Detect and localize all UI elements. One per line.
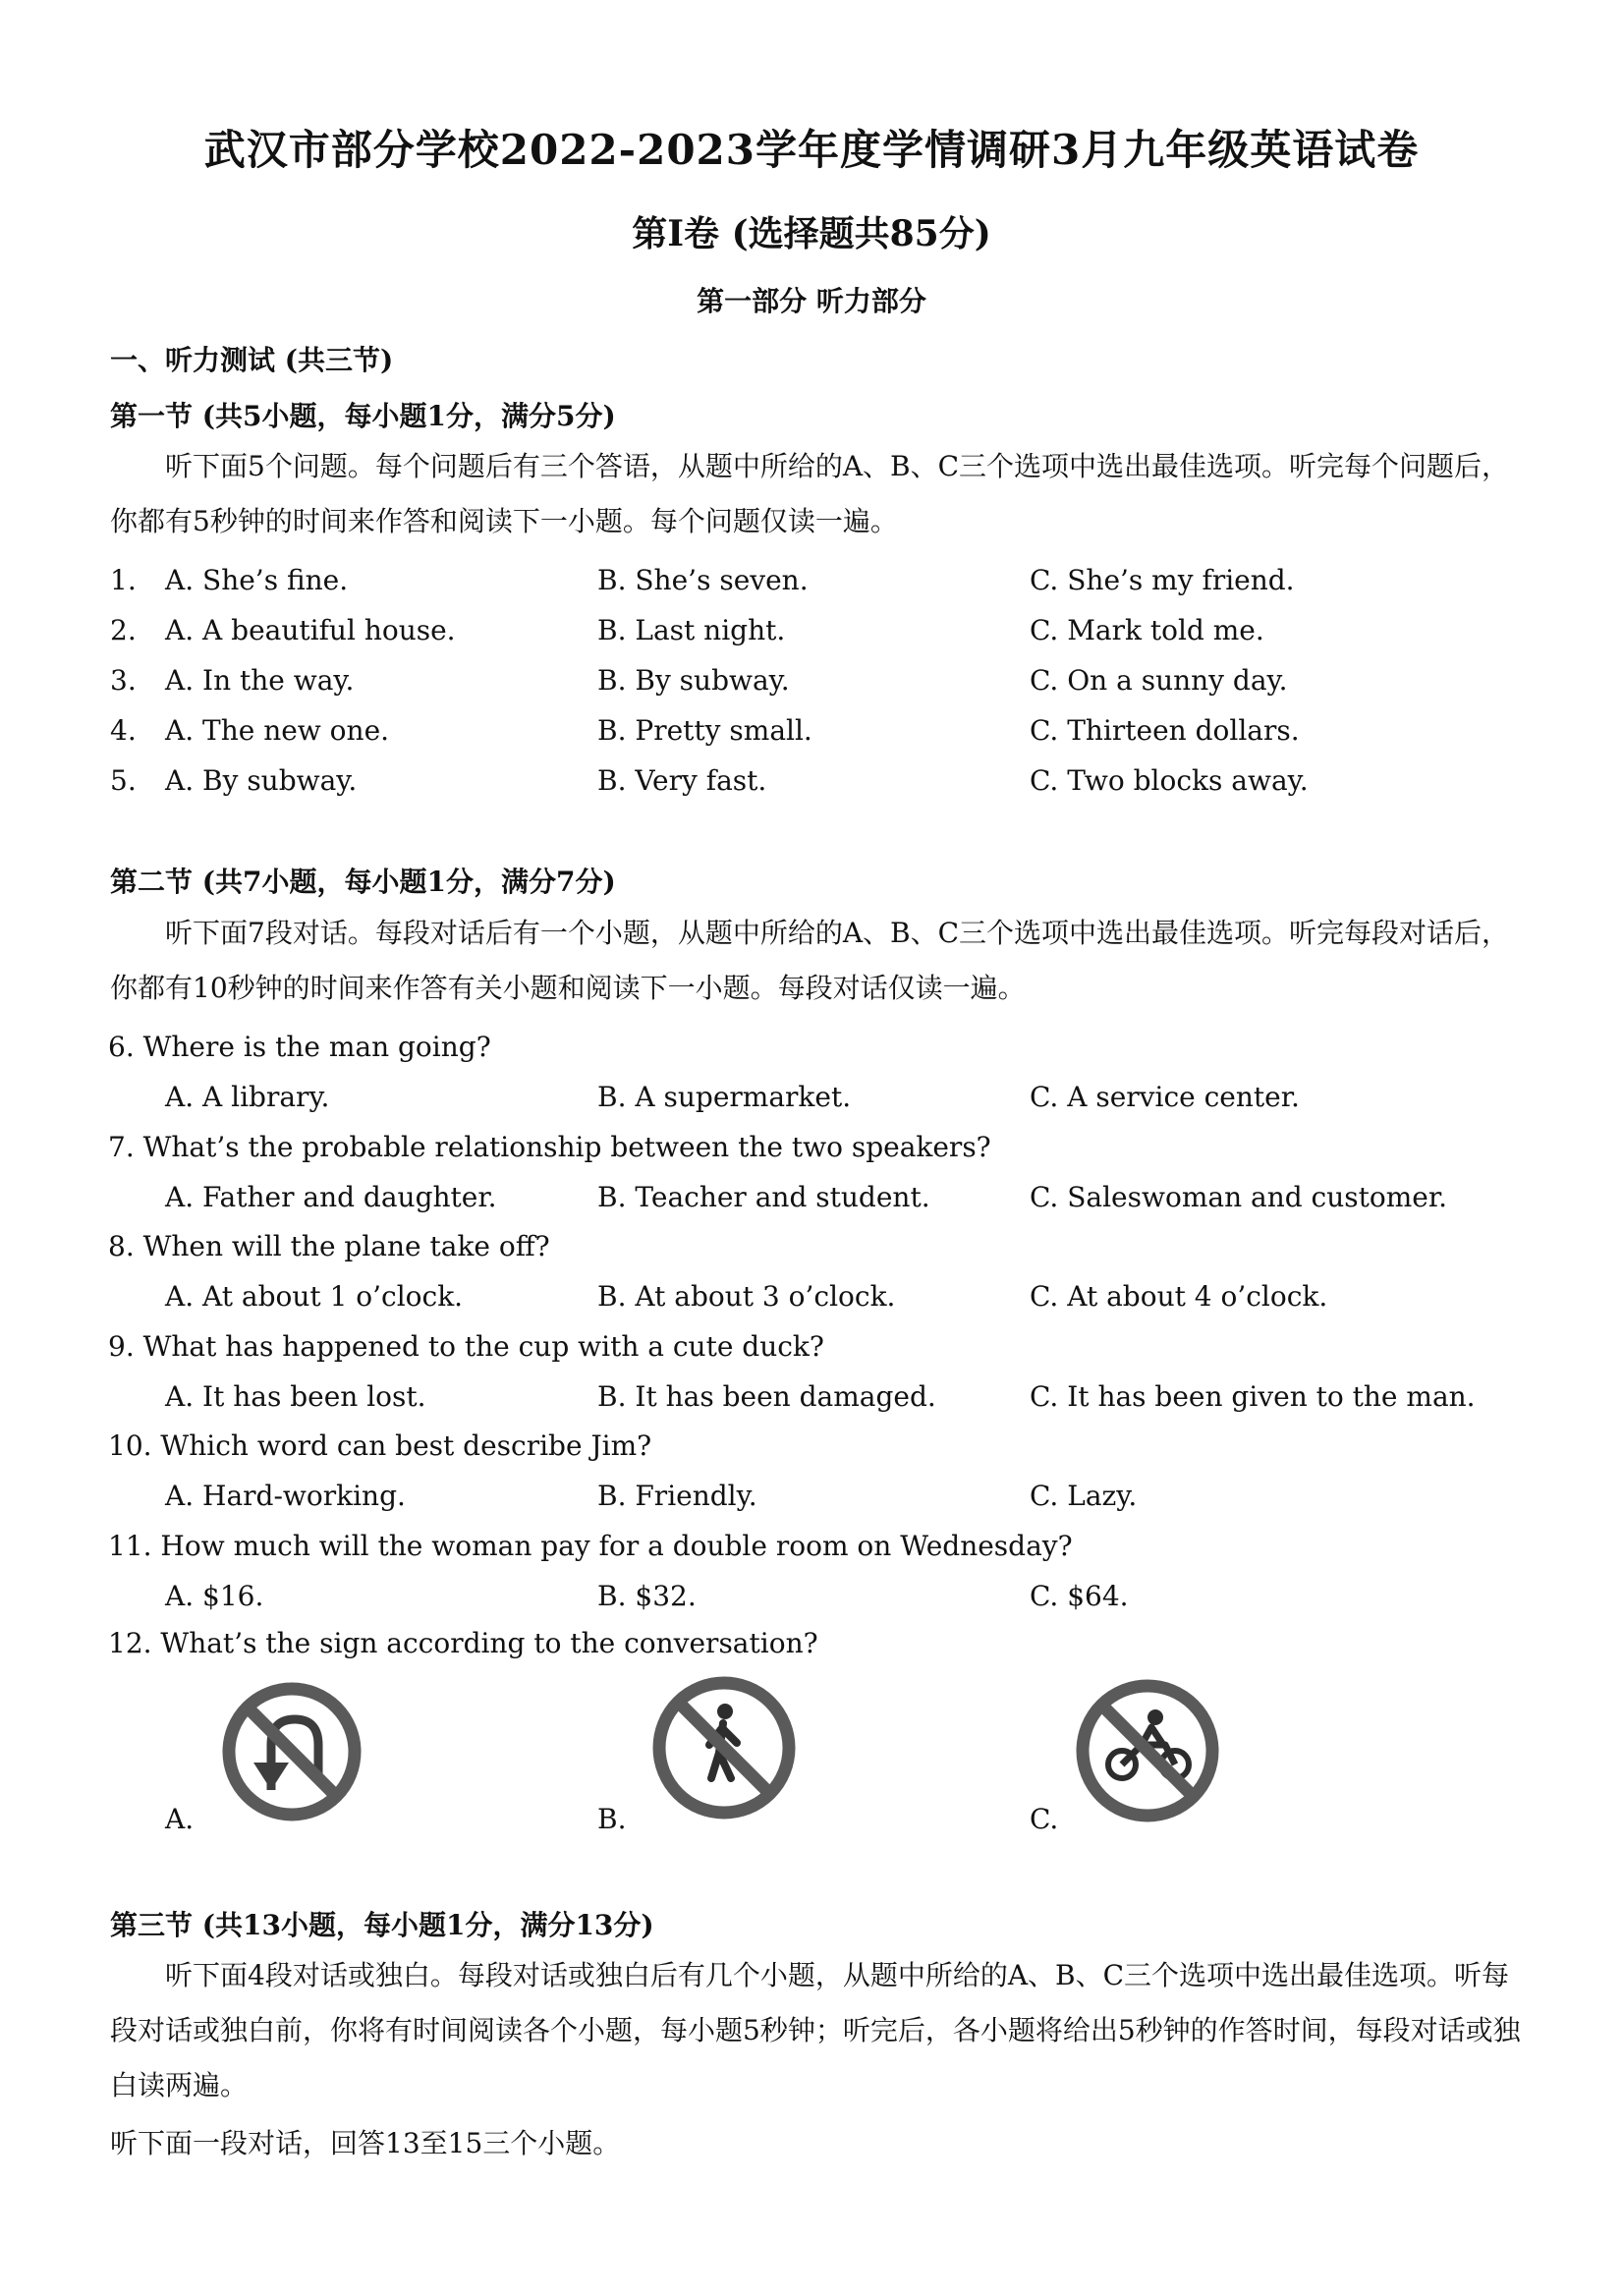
q6-option-a: A. A library. (165, 1081, 330, 1113)
section3-instructions: 听下面4段对话或独白。每段对话或独白后有几个小题，从题中所给的A、B、C三个选项中选出最佳选项。听每段对话或独白前，你将有时间阅读各个小题，每小题5秒钟；听完后，各小题将给出5秒钟的作答时间，每段对话或独白读两遍。 (110, 1959, 1521, 2101)
q1-item-number: 1. (110, 564, 137, 596)
q11-option-b: B. $32. (597, 1580, 697, 1612)
q4-item-number: 4. (110, 714, 137, 747)
part-heading: 第一部分 听力部分 (697, 285, 926, 317)
q5-option-b: B. Very fast. (597, 764, 767, 797)
question-12: 12. What’s the sign according to the conversation? (108, 1627, 818, 1659)
section-main-heading: 一、听力测试 (共三节) (110, 344, 394, 376)
q4-option-a: A. The new one. (165, 714, 390, 747)
section2-instructions: 听下面7段对话。每段对话后有一个小题，从题中所给的A、B、C三个选项中选出最佳选项。听完每段对话后，你都有10秒钟的时间来作答有关小题和阅读下一小题。每段对话仅读一遍。 (110, 917, 1510, 1004)
q10-option-c: C. Lazy. (1030, 1480, 1138, 1512)
q12-option-a-label: A. (165, 1803, 195, 1835)
no-pedestrians-icon (650, 1674, 798, 1825)
q8-option-a: A. At about 1 o’clock. (165, 1280, 464, 1313)
q6-option-b: B. A supermarket. (597, 1081, 852, 1113)
q1-option-c: C. She’s my friend. (1030, 564, 1295, 596)
no-cycling-icon (1073, 1676, 1222, 1829)
q11-option-a: A. $16. (165, 1580, 264, 1612)
question-10: 10. Which word can best describe Jim? (108, 1429, 652, 1462)
q8-option-c: C. At about 4 o’clock. (1030, 1280, 1328, 1313)
section3-note: 听下面一段对话，回答13至15三个小题。 (110, 2127, 621, 2159)
question-8: 8. When will the plane take off? (108, 1230, 550, 1262)
q9-option-b: B. It has been damaged. (597, 1380, 936, 1413)
q3-option-b: B. By subway. (597, 664, 790, 697)
q5-option-c: C. Two blocks away. (1030, 764, 1309, 797)
q12-option-b-label: B. (597, 1803, 627, 1835)
question-7: 7. What’s the probable relationship between the two speakers? (108, 1131, 991, 1163)
section1-heading: 第一节 (共5小题，每小题1分，满分5分) (110, 400, 616, 432)
q3-option-a: A. In the way. (165, 664, 355, 697)
q4-option-c: C. Thirteen dollars. (1030, 714, 1300, 747)
q9-option-a: A. It has been lost. (165, 1380, 426, 1413)
q9-option-c: C. It has been given to the man. (1030, 1380, 1476, 1413)
q1-option-b: B. She’s seven. (597, 564, 809, 596)
q5-option-a: A. By subway. (165, 764, 358, 797)
q2-option-a: A. A beautiful house. (165, 614, 456, 646)
q4-option-b: B. Pretty small. (597, 714, 812, 747)
section2-heading: 第二节 (共7小题，每小题1分，满分7分) (110, 866, 616, 898)
q1-option-a: A. She’s fine. (165, 564, 349, 596)
q2-option-c: C. Mark told me. (1030, 614, 1264, 646)
no-u-turn-icon (220, 1680, 364, 1827)
q2-option-b: B. Last night. (597, 614, 786, 646)
paper-subtitle: 第I卷 (选择题共85分) (632, 213, 991, 254)
q10-option-b: B. Friendly. (597, 1480, 757, 1512)
question-6: 6. Where is the man going? (108, 1031, 491, 1063)
q7-option-c: C. Saleswoman and customer. (1030, 1181, 1448, 1213)
q6-option-c: C. A service center. (1030, 1081, 1300, 1113)
q5-item-number: 5. (110, 764, 137, 797)
section3-heading: 第三节 (共13小题，每小题1分，满分13分) (110, 1909, 654, 1941)
q12-option-c-label: C. (1030, 1803, 1059, 1835)
q7-option-a: A. Father and daughter. (165, 1181, 497, 1213)
q3-item-number: 3. (110, 664, 137, 697)
q10-option-a: A. Hard-working. (165, 1480, 406, 1512)
exam-title: 武汉市部分学校2022-2023学年度学情调研3月九年级英语试卷 (203, 126, 1420, 174)
q8-option-b: B. At about 3 o’clock. (597, 1280, 896, 1313)
question-9: 9. What has happened to the cup with a cute duck? (108, 1330, 824, 1363)
q3-option-c: C. On a sunny day. (1030, 664, 1288, 697)
q7-option-b: B. Teacher and student. (597, 1181, 930, 1213)
q2-item-number: 2. (110, 614, 137, 646)
section1-instructions: 听下面5个问题。每个问题后有三个答语，从题中所给的A、B、C三个选项中选出最佳选项。听完每个问题后，你都有5秒钟的时间来作答和阅读下一小题。每个问题仅读一遍。 (110, 450, 1510, 537)
question-11: 11. How much will the woman pay for a double room on Wednesday? (108, 1530, 1073, 1562)
q11-option-c: C. $64. (1030, 1580, 1129, 1612)
